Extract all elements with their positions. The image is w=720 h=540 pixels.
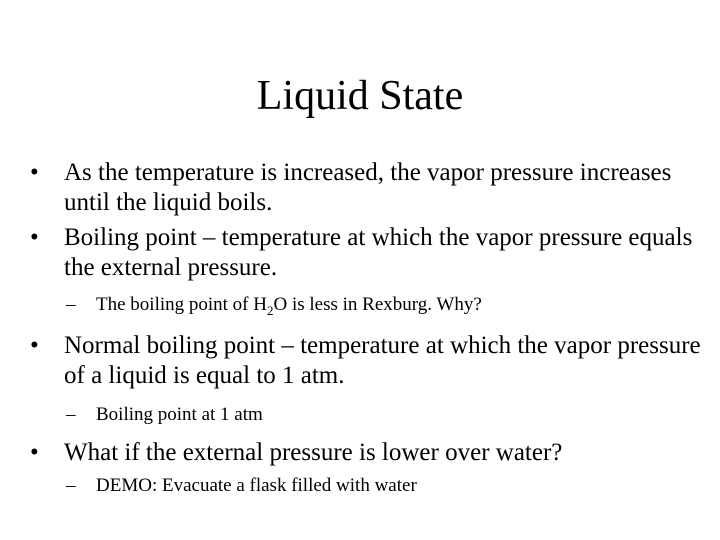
bullet-1 bbox=[30, 158, 710, 218]
sub-bullet-3-1 bbox=[30, 403, 710, 427]
bullet-3 bbox=[30, 331, 710, 391]
bullet-1-text: As the temperature is increased, the vapor pressure increases until the liquid boils. bbox=[64, 159, 672, 216]
sub-bullet-4-1-text: DEMO: Evacuate a flask filled with water bbox=[96, 475, 417, 496]
bullet-3-text: Normal boiling point – temperature at which the vapor pressure of a liquid is equal to 1 atm. bbox=[64, 332, 701, 389]
bullet-marker: • bbox=[30, 439, 39, 466]
sub-bullet-2-1-pre: The boiling point of H bbox=[96, 294, 267, 315]
dash-marker: – bbox=[66, 294, 76, 315]
bullet-2-text: Boiling point – temperature at which the vapor pressure equals the external pressure. bbox=[64, 224, 693, 281]
slide-title: Liquid State bbox=[256, 73, 464, 119]
bullet-4-text: What if the external pressure is lower over water? bbox=[64, 439, 563, 466]
bullet-marker: • bbox=[30, 159, 39, 186]
sub-bullet-3-1-text: Boiling point at 1 atm bbox=[96, 404, 263, 425]
bullet-4 bbox=[30, 438, 710, 468]
dash-marker: – bbox=[66, 404, 76, 425]
sub-bullet-2-1-post: O is less in Rexburg. Why? bbox=[273, 294, 482, 315]
bullet-marker: • bbox=[30, 332, 39, 359]
slide-body bbox=[30, 158, 710, 498]
sub-bullet-4-1 bbox=[30, 474, 710, 498]
sub-bullet-2-1 bbox=[30, 293, 710, 317]
bullet-2 bbox=[30, 223, 710, 283]
subscript-two: 2 bbox=[266, 303, 274, 318]
bullet-marker: • bbox=[30, 224, 39, 251]
dash-marker: – bbox=[66, 475, 76, 496]
